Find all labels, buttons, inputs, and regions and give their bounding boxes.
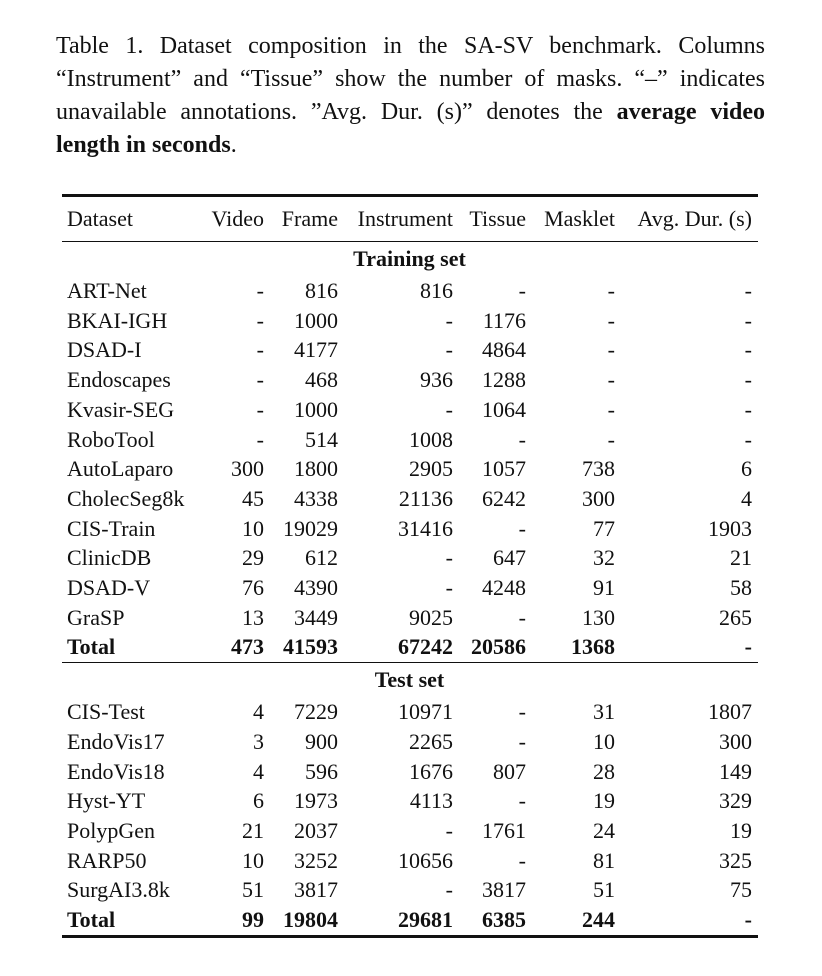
value-cell: 10 [593,728,615,754]
dataset-name-cell: EndoVis17 [67,728,165,754]
table-row [62,727,758,757]
dataset-name-cell: AutoLaparo [67,456,174,482]
section-header-row [62,242,758,277]
dataset-name-cell: RoboTool [67,426,155,452]
value-cell: 6 [741,456,752,482]
dataset-name-cell: Total [67,907,116,933]
value-cell: 473 [231,634,264,660]
value-cell: 2037 [294,817,338,843]
section-title: Training set [353,246,466,271]
value-cell: - [256,426,264,452]
value-cell: 3 [253,728,264,754]
value-cell: 19 [593,788,615,814]
dataset-name-cell: Kvasir-SEG [67,396,175,422]
value-cell: 3252 [294,847,338,873]
value-cell: - [445,877,453,903]
value-cell: 75 [730,877,752,903]
header-row [62,196,758,242]
value-cell: 32 [593,545,615,571]
column-header: Avg. Dur. (s) [637,206,752,231]
value-cell: 4 [741,485,752,511]
value-cell: - [518,278,526,303]
value-cell: - [445,545,453,571]
table-row [62,697,758,727]
value-cell: 1368 [571,634,615,660]
total-row [62,905,758,936]
value-cell: 596 [305,758,338,784]
value-cell: - [607,307,615,333]
value-cell: - [256,396,264,422]
value-cell: 91 [593,575,615,601]
value-cell: 19804 [283,907,338,933]
value-cell: 21136 [398,485,453,511]
value-cell: 244 [582,907,615,933]
value-cell: 4177 [294,337,338,363]
value-cell: 1761 [482,817,526,843]
table-row [62,786,758,816]
value-cell: 31 [593,699,615,725]
value-cell: 936 [420,367,453,393]
value-cell: 1807 [708,699,752,725]
value-cell: 4248 [482,575,526,601]
section-title: Test set [374,667,445,693]
column-header: Instrument [357,206,453,231]
value-cell: 816 [420,278,453,303]
table-row [62,603,758,633]
value-cell: 329 [719,788,752,814]
value-cell: - [607,367,615,393]
value-cell: 24 [593,817,615,843]
dataset-name-cell: Endoscapes [67,367,171,393]
value-cell: 10 [242,515,264,541]
dataset-name-cell: Hyst-YT [67,788,146,814]
value-cell: 4113 [409,788,453,814]
dataset-name-cell: BKAI-IGH [67,307,168,333]
value-cell: - [607,337,615,363]
value-cell: 612 [305,545,338,571]
dataset-name-cell: SurgAI3.8k [67,877,170,903]
column-header: Frame [281,206,338,231]
value-cell: 7229 [294,699,338,725]
dataset-name-cell: ART-Net [67,278,147,303]
column-header: Video [211,206,264,231]
table-row [62,846,758,876]
value-cell: 4 [253,699,264,725]
table-row [62,573,758,603]
value-cell: 4338 [294,485,338,511]
value-cell: 807 [493,758,526,784]
value-cell: 58 [730,575,752,601]
value-cell: 816 [305,278,338,303]
value-cell: 300 [231,456,264,482]
table-caption [56,30,765,162]
total-row [62,632,758,662]
dataset-name-cell: ClinicDB [67,545,152,571]
dataset-name-cell: CholecSeg8k [67,485,185,511]
value-cell: - [256,307,264,333]
dataset-table [62,194,758,938]
value-cell: - [445,337,453,363]
section-header-row [62,663,758,698]
value-cell: - [518,699,526,725]
value-cell: 130 [582,604,615,630]
value-cell: - [518,847,526,873]
dataset-name-cell: DSAD-I [67,337,142,363]
value-cell: 1676 [409,758,453,784]
table-row [62,757,758,787]
caption-bold-text: average video length in seconds [56,99,766,158]
value-cell: - [607,278,615,303]
table-row [62,543,758,573]
value-cell: 9025 [409,604,453,630]
value-cell: 325 [719,847,752,873]
value-cell: 1064 [482,396,526,422]
column-header: Tissue [469,206,526,231]
value-cell: 67242 [398,634,453,660]
value-cell: - [256,367,264,393]
value-cell: 3817 [294,877,338,903]
value-cell: 1008 [409,426,453,452]
dataset-name-cell: Total [67,634,116,660]
value-cell: - [445,396,453,422]
value-cell: 6385 [482,907,526,933]
value-cell: 21 [242,817,264,843]
value-cell: 31416 [398,515,453,541]
value-cell: 149 [719,758,752,784]
table-row [62,514,758,544]
value-cell: 28 [593,758,615,784]
table-row [62,365,758,395]
table-row [62,335,758,365]
value-cell: - [445,307,453,333]
dataset-name-cell: CIS-Test [67,699,145,725]
caption-end: . [230,132,237,158]
dataset-name-cell: CIS-Train [67,515,156,541]
dataset-name-cell: EndoVis18 [67,758,165,784]
value-cell: - [518,515,526,541]
value-cell: 81 [593,847,615,873]
value-cell: - [518,426,526,452]
column-header: Dataset [67,206,133,231]
value-cell: 3817 [482,877,526,903]
value-cell: 4 [253,758,264,784]
dataset-name-cell: PolypGen [67,817,155,843]
value-cell: 41593 [283,634,338,660]
table-row [62,816,758,846]
value-cell: - [744,634,752,660]
value-cell: - [445,817,453,843]
value-cell: 6 [253,788,264,814]
value-cell: - [518,788,526,814]
value-cell: 19 [730,817,752,843]
column-header: Masklet [544,206,615,231]
value-cell: 514 [305,426,338,452]
dataset-name-cell: GraSP [67,604,125,630]
value-cell: 1000 [294,396,338,422]
table-row [62,875,758,905]
dataset-name-cell: DSAD-V [67,575,151,601]
value-cell: 300 [582,485,615,511]
value-cell: 20586 [471,634,526,660]
value-cell: 2265 [409,728,453,754]
value-cell: 647 [493,545,526,571]
value-cell: 10 [242,847,264,873]
value-cell: - [445,575,453,601]
value-cell: - [518,728,526,754]
table-row [62,395,758,425]
value-cell: - [518,604,526,630]
value-cell: 300 [719,728,752,754]
value-cell: 2905 [409,456,453,482]
value-cell: - [744,426,752,452]
value-cell: 1903 [708,515,752,541]
value-cell: 1000 [294,307,338,333]
table-row [62,484,758,514]
value-cell: 265 [719,604,752,630]
value-cell: 1057 [482,456,526,482]
value-cell: 1288 [482,367,526,393]
value-cell: 29681 [398,907,453,933]
value-cell: 468 [305,367,338,393]
value-cell: 45 [242,485,264,511]
value-cell: 6242 [482,485,526,511]
value-cell: 4864 [482,337,526,363]
value-cell: 1800 [294,456,338,482]
value-cell: 10971 [398,699,453,725]
value-cell: 51 [593,877,615,903]
value-cell: - [744,907,752,933]
table-row [62,425,758,455]
value-cell: 51 [242,877,264,903]
table-row [62,306,758,336]
value-cell: 10656 [398,847,453,873]
value-cell: 900 [305,728,338,754]
value-cell: 738 [582,456,615,482]
value-cell: 29 [242,545,264,571]
value-cell: - [256,278,264,303]
table-row [62,276,758,306]
value-cell: - [744,396,752,422]
value-cell: 21 [730,545,752,571]
value-cell: 4390 [294,575,338,601]
value-cell: 3449 [294,604,338,630]
value-cell: 99 [242,907,264,933]
value-cell: 77 [593,515,615,541]
value-cell: 19029 [283,515,338,541]
value-cell: - [744,307,752,333]
value-cell: - [256,337,264,363]
value-cell: - [744,278,752,303]
caption-text: Table 1. Dataset composition in the SA-SV benchmark. Columns “Instrument” and “Tissue” show the number of masks. “–” indicates unavailable annotations. ”Avg. Dur. (s)” denotes the [56,33,765,125]
table-row [62,454,758,484]
value-cell: 76 [242,575,264,601]
dataset-name-cell: RARP50 [67,847,147,873]
value-cell: 1973 [294,788,338,814]
value-cell: 13 [242,604,264,630]
value-cell: 1176 [482,307,526,333]
value-cell: - [607,396,615,422]
value-cell: - [744,367,752,393]
value-cell: - [744,337,752,363]
value-cell: - [607,426,615,452]
